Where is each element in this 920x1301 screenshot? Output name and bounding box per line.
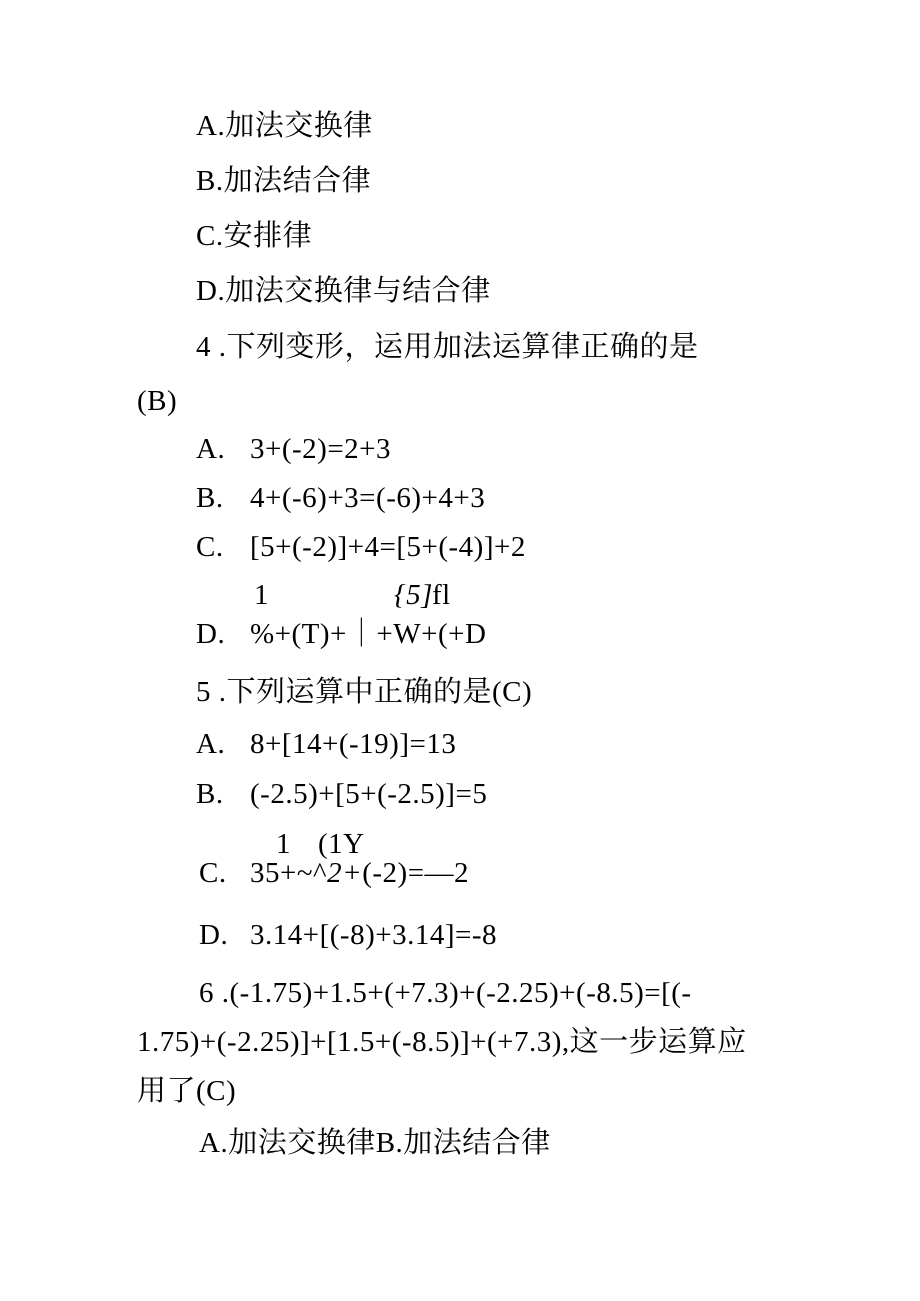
q4-option-a-text: 3+(-2)=2+3 <box>250 433 392 465</box>
q5-option-c-text-1: 35+~^ <box>250 857 328 889</box>
q5-option-d-text: 3.14+[(-8)+3.14]=-8 <box>250 919 498 951</box>
q5-option-a-text: 8+[14+(-19)]=13 <box>250 728 457 760</box>
q4-option-a-letter: A. <box>196 433 226 465</box>
q4-option-d <box>196 616 486 652</box>
q4-option-a <box>196 431 391 467</box>
q5-option-a-letter: A. <box>196 728 226 760</box>
q3-option-b: B.加法结合律 <box>196 165 372 197</box>
q5-option-b-letter: B. <box>196 778 224 810</box>
q6-options: A.加法交换律B.加法结合律 <box>199 1127 551 1159</box>
q4-option-b <box>196 480 485 516</box>
q5-option-c-letter: C. <box>199 857 227 889</box>
q5-stem: 5 .下列运算中正确的是(C) <box>196 676 533 708</box>
q5-option-d-letter: D. <box>199 919 229 951</box>
q4-option-b-letter: B. <box>196 482 224 514</box>
q4-stem: 4 .下列变形，运用加法运算律正确的是 <box>196 331 699 363</box>
q4-answer: (B) <box>137 385 178 417</box>
q4-option-d-letter: D. <box>196 618 226 650</box>
q5-option-a <box>196 726 456 762</box>
q4-option-c-letter: C. <box>196 531 224 563</box>
q4-option-b-text: 4+(-6)+3=(-6)+4+3 <box>250 482 486 514</box>
q4-option-c-text: [5+(-2)]+4=[5+(-4)]+2 <box>250 531 526 563</box>
q4-option-d-text: %+(T)+｜+W+(+D <box>250 618 487 650</box>
q5-option-c-text-2: 2+ <box>327 857 363 889</box>
q4-option-d-fraction-fragment: {5] <box>394 579 433 611</box>
q5-option-d <box>199 917 497 953</box>
q3-option-c: C.安排律 <box>196 220 313 252</box>
q3-option-d: D.加法交换律与结合律 <box>196 275 491 307</box>
q5-option-c-fraction-fragment: (1Y <box>318 828 365 860</box>
q6-stem-line-3: 用了(C) <box>137 1075 237 1107</box>
q5-option-b <box>196 776 487 812</box>
q5-option-c <box>199 855 469 891</box>
q6-stem-line-1: 6 .(-1.75)+1.5+(+7.3)+(-2.25)+(-8.5)=[(- <box>199 977 692 1009</box>
q3-option-a: A.加法交换律 <box>196 110 373 142</box>
q5-option-b-text: (-2.5)+[5+(-2.5)]=5 <box>250 778 488 810</box>
q4-option-d-fraction-fragment-2: fl <box>432 579 451 611</box>
q4-option-d-fraction-numerator: 1 <box>254 579 269 611</box>
q4-option-c <box>196 529 526 565</box>
q5-option-c-text-3: (-2)=—2 <box>362 857 470 889</box>
q6-stem-line-2: 1.75)+(-2.25)]+[1.5+(-8.5)]+(+7.3),这一步运算应 <box>137 1026 747 1058</box>
q5-option-c-fraction-numerator: 1 <box>276 828 291 860</box>
